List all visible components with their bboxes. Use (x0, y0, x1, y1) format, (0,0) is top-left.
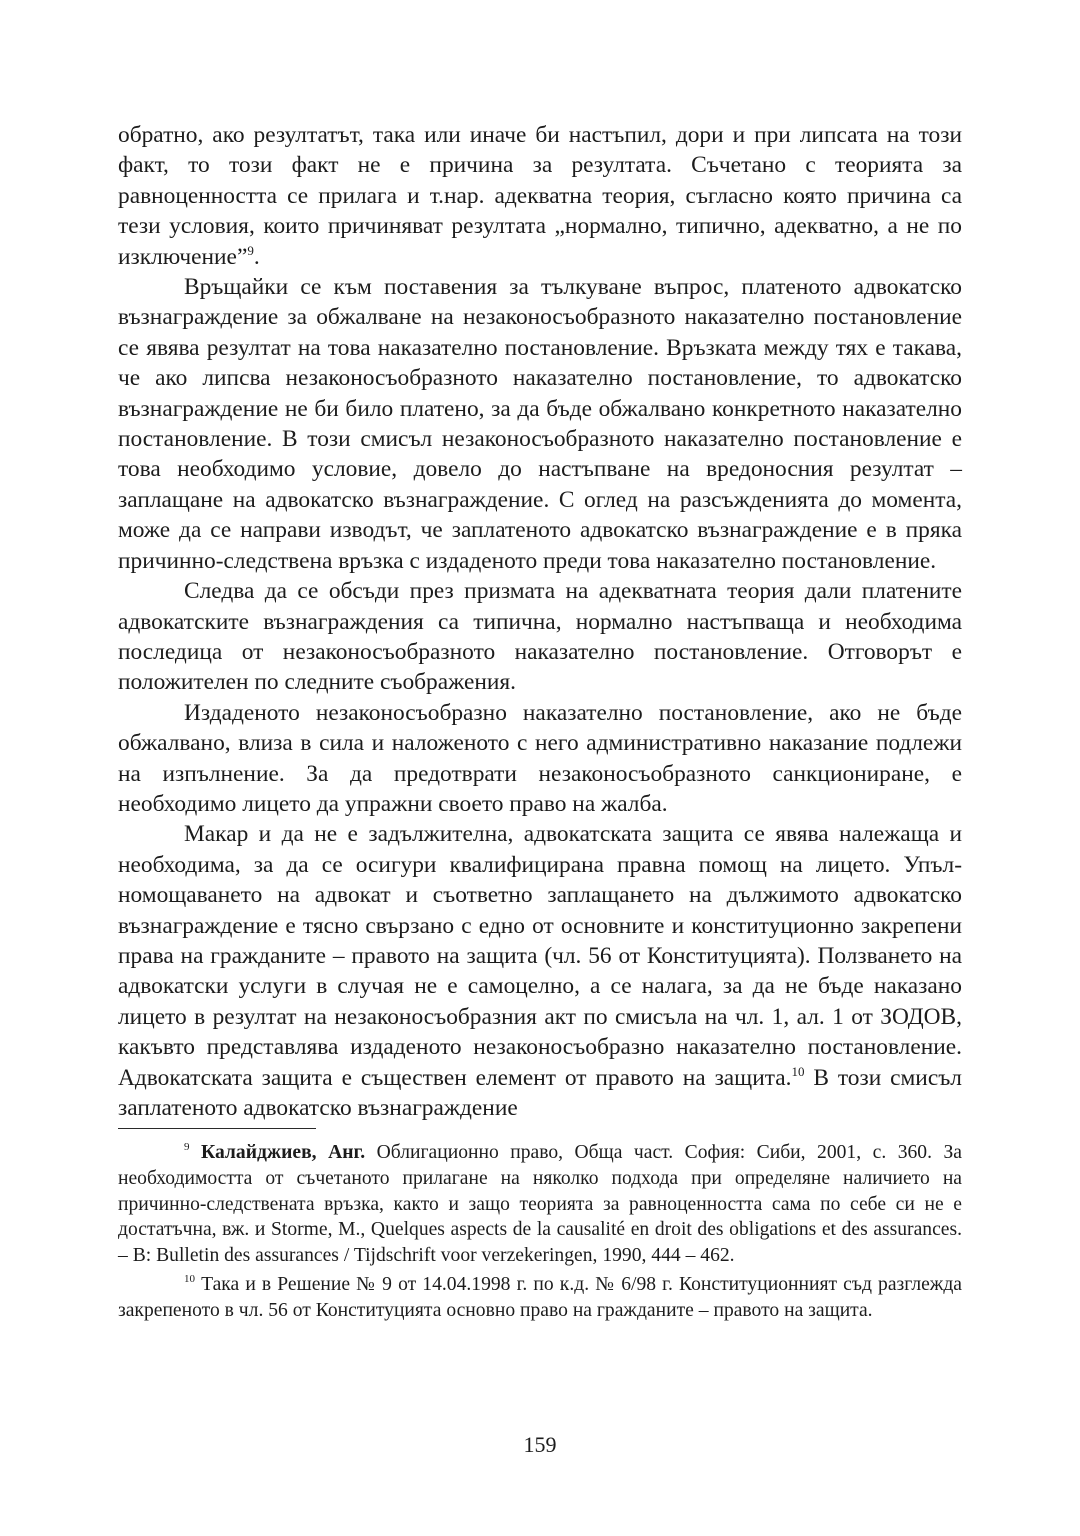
paragraph-1-text: обратно, ако резултатът, така или иначе би настъпил, дори и при липсата на този факт, то този факт не е причина за резултата. Съчетано с теорията за равноценността се прилага и т.нар. адекватна теория, съгласно която причина са тези условия, които причиняват резултата „нормално, типично, адекватно, а не по изключение” (118, 122, 962, 270)
paragraph-5-text: Макар и да не е задължителна, адвокатската защита се явява належаща и необходима, за да се осигури квалифицирана правна помощ на лицето. Упълномощаването на адвокат и съответно заплащането на дължимото адвокатско възнаграждение е тясно свързано с едно от основните и конституционно закрепени права на гражданите – правото на защита (чл. 56 от Конституцията). Ползването на адвокатски услуги в случая не е самоцелно, а се налага, за да не бъде наказано лицето в резултат на незаконосъобразния акт по смисъла на чл. 1, ал. 1 от ЗОДОВ, какъвто представлява издаденото незаконосъобразно наказателно постановление. Адвокатската защита е съществен елемент от правото на защита. (118, 821, 962, 1091)
paragraph-3: Следва да се обсъди през призмата на адекватната теория дали платените адвокатските възнаграждения са типична, нормално настъпваща и необходима последица от незаконосъобразното наказателно постановление. Отговорът е положителен по следните съображения. (118, 578, 962, 696)
paragraph-5-end: В този смисъл заплатеното адвокатско възнаграждение (118, 1064, 962, 1121)
paragraph-2: Връщайки се към поставения за тълкуване въпрос, платеното адвокатско възнаграждение за обжалване на незаконосъобразното наказателно постановление се явява резултат на това наказателно постановление. Връзката между тях е такава, че ако липсва незаконосъобразното наказателно постановление, то адвокатско възнаграждение не би било платено, за да бъде обжалвано конкретното наказателно постановление. В този смисъл незаконосъобразното наказателно постановление е това необходимо условие, довело до настъпване на вредоносния резултат – заплащане на адвокатско възнаграждение. С оглед на разсъжденията до момента, може да се направи изводът, че заплатеното адвокатско възнаграждение е в пряка причинно-следствена връзка с издаденото преди това наказателно постановление. (118, 274, 962, 574)
footnote-10 (118, 1272, 962, 1324)
footnote-ref-9: 9 (247, 242, 254, 258)
page-number: 159 (523, 1432, 557, 1457)
footnote-separator (118, 1128, 316, 1129)
paragraph-1 (118, 120, 962, 272)
footnote-10-number: 10 (184, 1272, 195, 1285)
paragraph-4: Издаденото незаконосъобразно наказателно постановление, ако не бъде обжалвано, влиза в сила и наложеното с него административно наказание подлежи на изпълнение. За да предотврати незаконосъобразното санкциониране, е необходимо лицето да упражни своето право на жалба. (118, 699, 962, 817)
footnote-ref-10: 10 (791, 1063, 805, 1079)
footnote-9-text: Облигационно право, Обща част. София: Сиби, 2001, с. 360. За необходимостта от съчетаното прилагане на няколко подхода при определяне наличието на причинно-следствената връзка, както и защо теорията за равноценността сама по себе си не е достатъчна, вж. и Storme, M., Quelques aspects de la causalité en droit des obligations et des assurances. – В: Bulletin des assurances / Tijdschrift voor verzekeringen, 1990, 444 – 462. (118, 1142, 962, 1267)
footnote-10-text: Така и в Решение № 9 от 14.04.1998 г. по к.д. № 6/98 г. Конституционният съд разглежда закрепеното в чл. 56 от Конституцията основно право на гражданите – правото на защита. (118, 1273, 962, 1321)
footnotes (118, 1140, 962, 1324)
paragraph-1-end: . (253, 243, 260, 270)
footnote-9-number: 9 (184, 1141, 190, 1153)
footnote-9 (118, 1140, 962, 1269)
main-text (118, 120, 962, 1123)
footnote-9-author: Калайджиев, Анг. (201, 1142, 366, 1163)
page-body (118, 120, 962, 1123)
paragraph-5 (118, 819, 962, 1123)
